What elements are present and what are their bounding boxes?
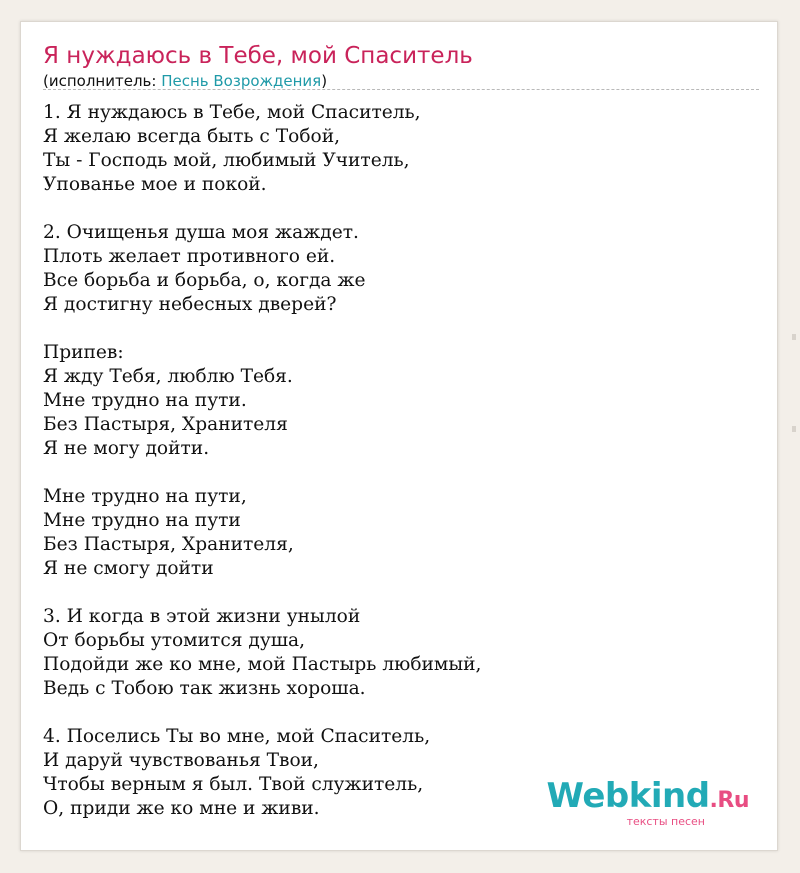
page-edge-mark [792,334,796,340]
site-logo-tagline: тексты песен [626,815,705,828]
page-edge-mark [792,426,796,432]
song-title: Я нуждаюсь в Тебе, мой Спаситель [43,43,473,69]
lyrics-card [20,21,778,851]
artist-prefix: (исполнитель: [43,72,162,90]
artist-line [43,71,327,91]
artist-suffix: ) [321,72,328,90]
site-logo [546,776,749,828]
lyrics-text: 1. Я нуждаюсь в Тебе, мой Спаситель, Я желаю всегда быть с Тобой, Ты - Господь мой, любимый Учитель, Упованье мое и покой. 2. Очищенья душа моя жаждет. Плоть желает противного ей. Все борьба и борьба, о, когда же Я достигну небесных дверей? Припев: Я жду Тебя, люблю Тебя. Мне трудно на пути. Без Пастыря, Хранителя Я не могу дойти. Мне трудно на пути, Мне трудно на пути Без Пастыря, Хранителя, Я не смогу дойти 3. И когда в этой жизни унылой От борьбы утомится душа, Подойди же ко мне, мой Пастырь любимый, Ведь с Тобою так жизнь хороша. 4. Поселись Ты во мне, мой Спаситель, И даруй чувствованья Твои, Чтобы верным я был. Твой служитель, О, приди же ко мне и живи. [43,102,482,819]
site-logo-domain: .Ru [709,788,749,813]
artist-link[interactable]: Песнь Возрождения [161,72,322,90]
title-divider [43,89,759,90]
site-logo-brand [546,776,749,818]
site-logo-name: Webkind [546,776,710,816]
